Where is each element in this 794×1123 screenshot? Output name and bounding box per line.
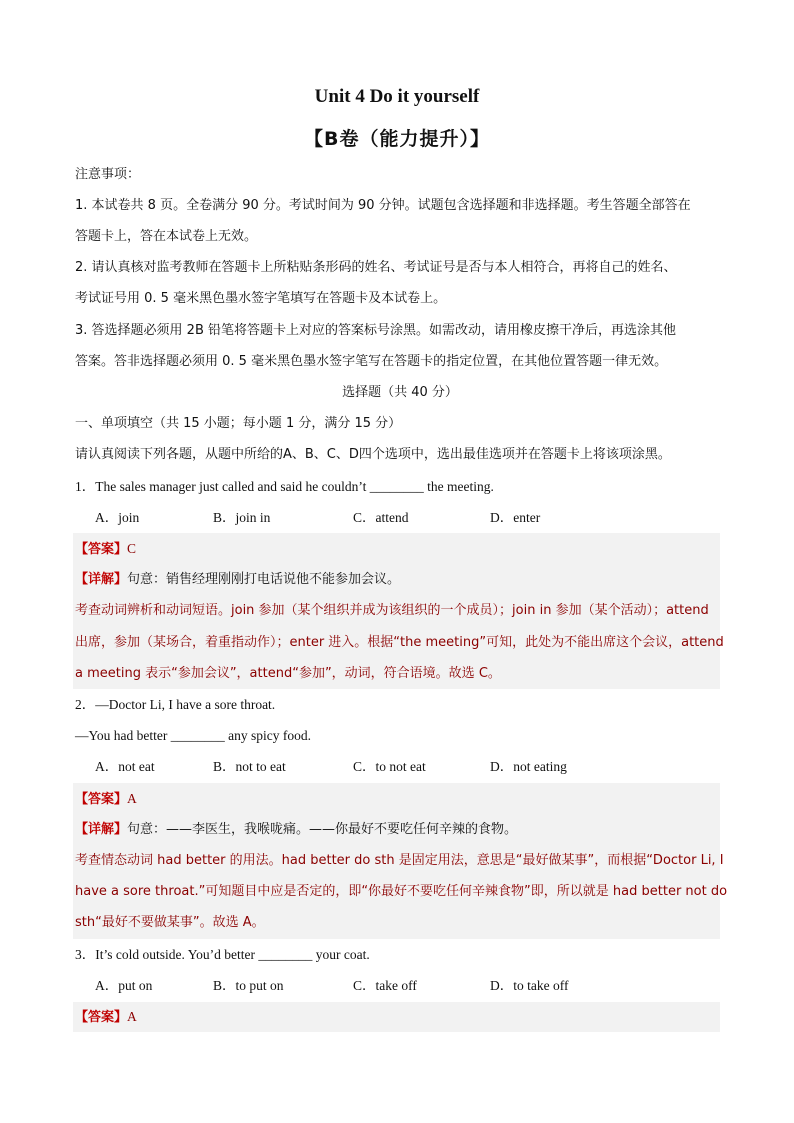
note-2-line-2: 考试证号用 0. 5 毫米黑色墨水签字笔填写在答题卡及本试卷上。 (75, 291, 447, 306)
q1-explanation-line-3: a meeting 表示“参加会议”，attend“参加”，动词，符合语境。故选 C。 (75, 666, 501, 681)
q3-answer (75, 1008, 725, 1027)
part-1-instruction: 请认真阅读下列各题，从题中所给的A、B、C、D四个选项中，选出最佳选项并在答题卡上将该项涂黑。 (75, 447, 671, 462)
q2-answer-value: A (127, 791, 137, 806)
q2-explanation-line-3: sth“最好不要做某事”。故选 A。 (75, 915, 265, 930)
note-3-line-2: 答案。答非选择题必须用 0. 5 毫米黑色墨水签字笔写在答题卡的指定位置，在其他位置答题一律无效。 (75, 354, 668, 369)
q1-explanation-line-1: 考查动词辨析和动词短语。join 参加（某个组织并成为该组织的一个成员）；join in 参加（某个活动）；attend (75, 603, 709, 618)
q3-option-b: B．to put on (213, 978, 284, 993)
section-heading: 选择题（共 40 分） (342, 385, 458, 400)
q1-explanation-line-2: 出席，参加（某场合，着重指动作）；enter 进入。根据“the meeting”可知，此处为不能出席这个会议，attend (75, 635, 724, 650)
page-title: Unit 4 Do it yourself (314, 86, 480, 107)
q2-explanation-line-1: 考查情态动词 had better 的用法。had better do sth 是固定用法，意思是“最好做某事”，而根据“Doctor Li, I (75, 853, 724, 868)
q1-answer-value: C (127, 541, 137, 556)
q1-detail (75, 571, 725, 589)
notes-heading: 注意事项： (75, 167, 141, 182)
q2-answer-label: 【答案】 (75, 792, 128, 807)
q2-option-d: D．not eating (490, 759, 567, 774)
q1-option-a: A．join (95, 510, 140, 525)
q3-stem: 3．It’s cold outside. You’d better ________ your coat. (75, 947, 370, 962)
q2-option-a: A．not eat (95, 759, 155, 774)
q3-option-c: C．take off (353, 978, 417, 993)
note-1-line-2: 答题卡上，答在本试卷上无效。 (75, 229, 258, 244)
q2-stem-line-2: —You had better ________ any spicy food. (75, 728, 311, 743)
q1-option-d: D．enter (490, 510, 541, 525)
q1-option-b: B．join in (213, 510, 271, 525)
q2-detail-text: 句意：——李医生，我喉咙痛。——你最好不要吃任何辛辣的食物。 (127, 822, 518, 837)
q3-option-a: A．put on (95, 978, 153, 993)
q3-answer-value: A (127, 1009, 137, 1024)
part-1-heading: 一、单项填空（共 15 小题；每小题 1 分，满分 15 分） (75, 416, 402, 431)
page-subtitle: 【B卷（能力提升）】 (304, 128, 490, 150)
q1-detail-text: 句意：销售经理刚刚打电话说他不能参加会议。 (127, 572, 401, 587)
q2-detail (75, 821, 725, 839)
note-1-line-1: 1. 本试卷共 8 页。全卷满分 90 分。考试时间为 90 分钟。试题包含选择题和非选择题。考生答题全部答在 (75, 198, 691, 213)
q1-detail-label: 【详解】 (75, 572, 128, 587)
q1-answer (75, 540, 725, 559)
q1-answer-label: 【答案】 (75, 542, 128, 557)
q3-option-d: D．to take off (490, 978, 569, 993)
q2-detail-label: 【详解】 (75, 822, 128, 837)
q2-answer (75, 790, 725, 809)
note-2-line-1: 2. 请认真核对监考教师在答题卡上所粘贴条形码的姓名、考试证号是否与本人相符合，再将自己的姓名、 (75, 260, 677, 275)
q3-answer-label: 【答案】 (75, 1010, 128, 1025)
q1-option-c: C．attend (353, 510, 409, 525)
q2-option-b: B．not to eat (213, 759, 286, 774)
q2-explanation-line-2: have a sore throat.”可知题目中应是否定的，即“你最好不要吃任何辛辣食物”即，所以就是 had better not do (75, 884, 728, 899)
q1-stem: 1．The sales manager just called and said he couldn’t ________ the meeting. (75, 479, 494, 494)
note-3-line-1: 3. 答选择题必须用 2B 铅笔将答题卡上对应的答案标号涂黑。如需改动，请用橡皮擦干净后，再选涂其他 (75, 323, 676, 338)
q2-stem-line-1: 2．—Doctor Li, I have a sore throat. (75, 697, 276, 712)
q2-option-c: C．to not eat (353, 759, 426, 774)
